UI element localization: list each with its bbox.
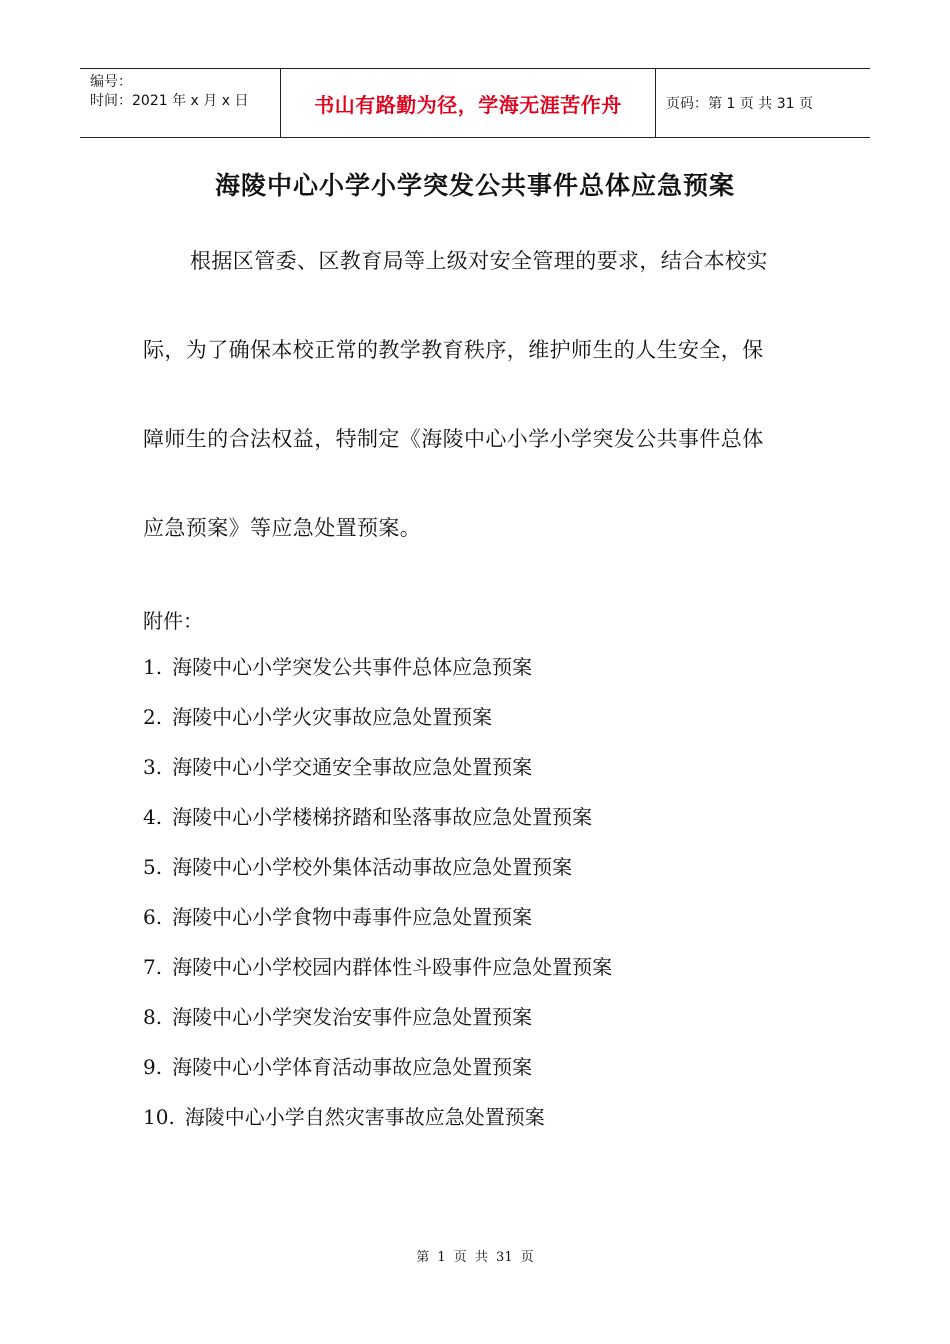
attachment-item xyxy=(143,903,612,953)
attachment-text: 海陵中心小学突发公共事件总体应急预案 xyxy=(172,655,533,679)
document-number-label: 编号： xyxy=(90,74,132,90)
attachment-text: 海陵中心小学自然灾害事故应急处置预案 xyxy=(184,1105,545,1129)
attachment-text: 海陵中心小学火灾事故应急处置预案 xyxy=(172,705,493,729)
page-footer: 第 1 页 共 31 页 xyxy=(416,1250,534,1265)
attachment-number: 8. xyxy=(143,1005,163,1029)
attachment-item xyxy=(143,1003,612,1053)
attachment-list xyxy=(143,653,612,1153)
paragraph-line: 根据区管委、区教育局等上级对安全管理的要求，结合本校实 xyxy=(190,249,768,273)
attachment-text: 海陵中心小学楼梯挤踏和坠落事故应急处置预案 xyxy=(172,805,593,829)
attachment-text: 海陵中心小学校园内群体性斗殴事件应急处置预案 xyxy=(172,955,613,979)
paragraph-line: 应急预案》等应急处置预案。 xyxy=(143,516,422,540)
header-meta xyxy=(80,69,280,137)
attachment-number: 4. xyxy=(143,805,163,829)
header-page-info: 页码：第 1 页 共 31 页 xyxy=(666,96,813,112)
attachment-text: 海陵中心小学校外集体活动事故应急处置预案 xyxy=(172,855,573,879)
paragraph-line: 际，为了确保本校正常的教学教育秩序，维护师生的人生安全，保 xyxy=(143,338,764,362)
attachment-number: 10. xyxy=(143,1105,175,1129)
attachment-number: 1. xyxy=(143,655,163,679)
attachment-number: 9. xyxy=(143,1055,163,1079)
document-header xyxy=(80,68,870,138)
attachment-number: 3. xyxy=(143,755,163,779)
document-time-label: 时间：2021 年 x 月 x 日 xyxy=(90,93,249,109)
attachment-item xyxy=(143,653,612,703)
attachment-number: 5. xyxy=(143,855,163,879)
attachment-item xyxy=(143,1053,612,1103)
attachment-number: 6. xyxy=(143,905,163,929)
attachment-number: 7. xyxy=(143,955,163,979)
attachment-text: 海陵中心小学食物中毒事件应急处置预案 xyxy=(172,905,533,929)
header-motto: 书山有路勤为径，学海无涯苦作舟 xyxy=(280,69,656,137)
attachment-number: 2. xyxy=(143,705,163,729)
attachment-item xyxy=(143,853,612,903)
attachment-text: 海陵中心小学体育活动事故应急处置预案 xyxy=(172,1055,533,1079)
attachment-item xyxy=(143,1103,612,1153)
paragraph-line: 障师生的合法权益，特制定《海陵中心小学小学突发公共事件总体 xyxy=(143,427,764,451)
attachment-text: 海陵中心小学交通安全事故应急处置预案 xyxy=(172,755,533,779)
attachment-label: 附件： xyxy=(143,609,203,633)
document-title: 海陵中心小学小学突发公共事件总体应急预案 xyxy=(214,171,735,200)
attachment-item xyxy=(143,703,612,753)
attachment-item xyxy=(143,753,612,803)
attachment-text: 海陵中心小学突发治安事件应急处置预案 xyxy=(172,1005,533,1029)
attachment-item xyxy=(143,953,612,1003)
attachment-item xyxy=(143,803,612,853)
